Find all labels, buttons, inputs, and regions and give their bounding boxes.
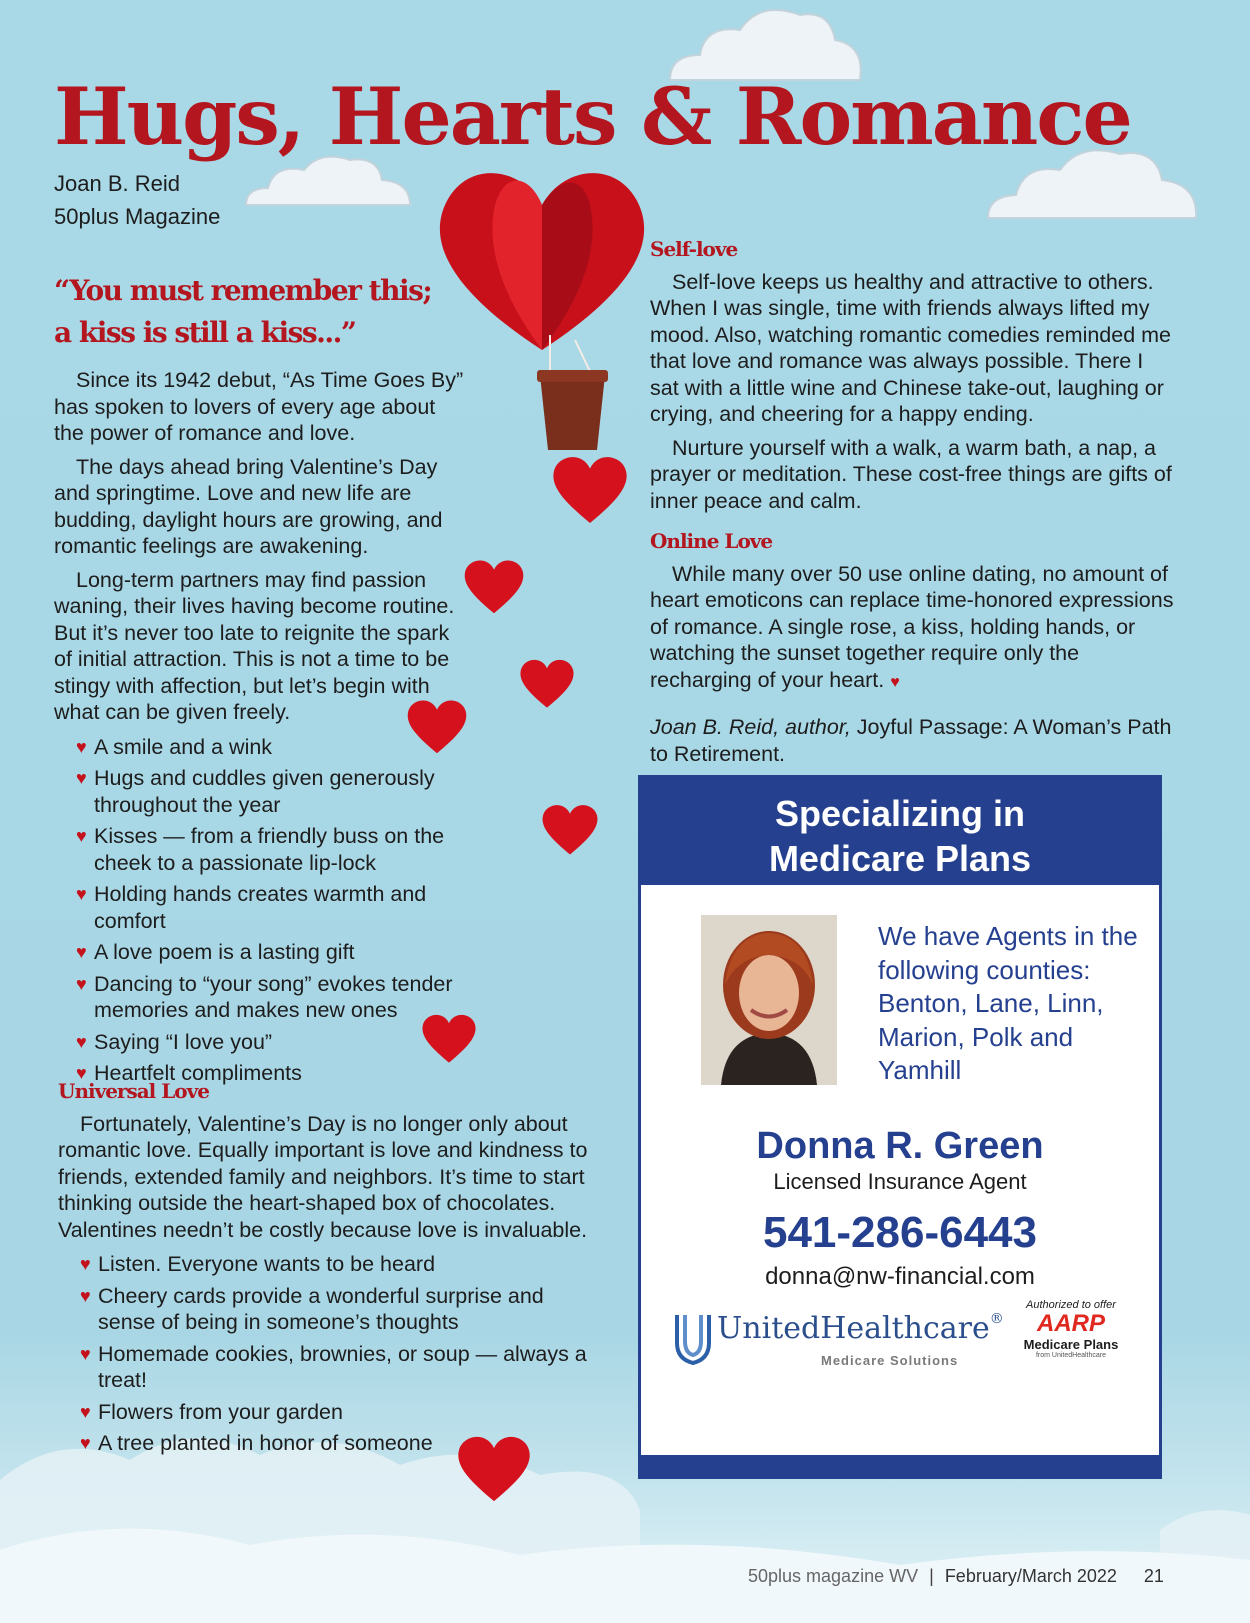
heart-decoration bbox=[518, 655, 576, 711]
heart-bullet-icon: ♥ bbox=[76, 1031, 87, 1052]
list-item: ♥ Saying “I love you” bbox=[76, 1029, 273, 1054]
agent-counties-text: We have Agents in the following counties: Benton, Lane, Linn, Marion, Polk and Yamhill bbox=[878, 921, 1138, 1085]
left-column bbox=[54, 367, 464, 1093]
article-title: Hugs, Hearts & Romance bbox=[54, 70, 1131, 163]
agent-phone[interactable]: 541-286-6443 bbox=[762, 1208, 1037, 1257]
paragraph: While many over 50 use online dating, no amount of heart emoticons can replace time-honored expressions of romance. A single rose, a kiss, holding hands, or watching the sunset together require only the recharging of your heart. ♥ bbox=[650, 561, 1174, 692]
heart-bullet-icon: ♥ bbox=[80, 1433, 91, 1453]
list-item: ♥ Homemade cookies, brownies, or soup — always a treat! bbox=[80, 1341, 587, 1392]
heart-bullet-icon: ♥ bbox=[80, 1401, 91, 1422]
paragraph: The days ahead bring Valentine’s Day and springtime. Love and new life are budding, daylight hours are growing, and romantic feelings are awakening. bbox=[54, 454, 443, 558]
ad-headline-line-2: Medicare Plans bbox=[768, 838, 1032, 879]
paragraph: Long-term partners may find passion waning, their lives having become routine. But it’s never too late to reignite the spark of initial attraction. This is not a time to be stingy with affection, but let’s begin with what can be given freely. bbox=[54, 567, 455, 724]
heart-bullet-icon: ♥ bbox=[80, 1254, 91, 1274]
aarp-wordmark: AARP bbox=[1036, 1310, 1105, 1337]
heart-bullet-icon: ♥ bbox=[76, 736, 87, 757]
list-item: ♥ A tree planted in honor of someone bbox=[80, 1431, 433, 1455]
aarp-logo bbox=[1006, 1299, 1136, 1359]
publication-name: 50plus Magazine bbox=[54, 204, 221, 229]
agent-name: Donna R. Green bbox=[756, 1125, 1044, 1167]
list-item: ♥ A love poem is a lasting gift bbox=[76, 940, 355, 964]
pull-quote-line-1: “You must remember this; bbox=[54, 274, 432, 307]
author-bio: Joan B. Reid, author, Joyful Passage: A Woman’s Path to Retirement. bbox=[650, 715, 1172, 766]
medicare-advertisement bbox=[638, 775, 1162, 1479]
company-address: 310 NW 7th St. Corvallis bbox=[762, 1430, 1038, 1457]
aarp-authorized-text: Authorized to offer bbox=[1026, 1299, 1116, 1311]
kindness-list bbox=[58, 1251, 598, 1457]
agent-title: Licensed Insurance Agent bbox=[773, 1169, 1027, 1194]
uhc-shield-icon bbox=[673, 1309, 713, 1365]
heart-bullet-icon: ♥ bbox=[80, 1285, 91, 1306]
agent-portrait-image bbox=[701, 915, 837, 1085]
right-column bbox=[650, 228, 1175, 774]
paragraph: Self-love keeps us healthy and attractive to others. When I was single, time with friends always lifted my mood. Also, watching romantic comedies reminded me that love and romance was always possible. There I sat with a little wine and Chinese take-out, laughing or crying, and cheering for a happy ending. bbox=[650, 269, 1172, 426]
page-footer: 50plus magazine WV | February/March 2022 21 bbox=[748, 1566, 1164, 1586]
uhc-brand-name: UnitedHealthcare bbox=[717, 1311, 990, 1346]
paragraph: Fortunately, Valentine’s Day is no longer only about romantic love. Equally important is love and kindness to friends, extended family and neighbors. It’s time to start thinking outside the heart-shaped box of chocolates. Valentines needn’t be costly because love is invaluable. bbox=[58, 1111, 588, 1242]
section-heading: Online Love bbox=[650, 529, 773, 553]
list-item: ♥ A smile and a wink bbox=[76, 734, 273, 759]
footer-magazine: 50plus magazine WV bbox=[748, 1566, 919, 1586]
list-item: ♥ Heartfelt compliments bbox=[76, 1061, 302, 1085]
section-heading: Self-love bbox=[650, 237, 738, 261]
paragraph: Nurture yourself with a walk, a warm bath, a nap, a prayer or meditation. These cost-free things are gifts of inner peace and calm. bbox=[650, 435, 1172, 513]
list-item: ♥ Flowers from your garden bbox=[80, 1399, 343, 1424]
page-number: 21 bbox=[1143, 1566, 1164, 1586]
heart-bullet-icon: ♥ bbox=[76, 942, 87, 962]
agent-photo bbox=[701, 915, 837, 1085]
heart-bullet-icon: ♥ bbox=[76, 768, 87, 788]
list-item: ♥ Hugs and cuddles given generously throughout the year bbox=[76, 766, 435, 817]
heart-bullet-icon: ♥ bbox=[76, 884, 87, 904]
agent-email[interactable]: donna@nw-financial.com bbox=[765, 1263, 1035, 1290]
paragraph: Since its 1942 debut, “As Time Goes By” has spoken to lovers of every age about the power of romance and love. bbox=[54, 368, 464, 445]
heart-icon: ♥ bbox=[890, 673, 900, 691]
heart-decoration bbox=[550, 450, 630, 528]
company-name: NW Financial Insurance bbox=[702, 1385, 1098, 1424]
uhc-subtitle: Medicare Solutions bbox=[821, 1353, 959, 1368]
heart-bullet-icon: ♥ bbox=[76, 826, 87, 846]
gift-list bbox=[54, 734, 464, 1087]
aarp-plans-text: Medicare Plans bbox=[1023, 1337, 1119, 1352]
ad-content-panel bbox=[641, 885, 1159, 1455]
author-name: Joan B. Reid bbox=[54, 171, 180, 196]
ad-headline-line-1: Specializing in bbox=[774, 793, 1026, 834]
heart-bullet-icon: ♥ bbox=[76, 1063, 87, 1083]
uhc-registered-mark: ® bbox=[989, 1311, 1004, 1327]
section-heading: Universal Love bbox=[58, 1079, 209, 1103]
aarp-from-text: from UnitedHealthcare bbox=[1035, 1352, 1107, 1359]
list-item: ♥ Dancing to “your song” evokes tender memories and makes new ones bbox=[76, 971, 453, 1022]
pull-quote-line-2: a kiss is still a kiss...” bbox=[54, 316, 356, 349]
list-item: ♥ Cheery cards provide a wonderful surprise and sense of being in someone’s thoughts bbox=[80, 1283, 544, 1334]
heart-decoration bbox=[540, 800, 600, 858]
heart-bullet-icon: ♥ bbox=[76, 973, 87, 994]
list-item: ♥ Listen. Everyone wants to be heard bbox=[80, 1252, 436, 1276]
footer-issue-date: February/March 2022 bbox=[944, 1566, 1117, 1586]
ad-footer-band bbox=[638, 1373, 1162, 1479]
heart-decoration bbox=[462, 555, 526, 617]
heart-bullet-icon: ♥ bbox=[80, 1343, 91, 1364]
universal-love-section bbox=[58, 1070, 598, 1463]
list-item: ♥ Holding hands creates warmth and comfort bbox=[76, 882, 427, 933]
list-item: ♥ Kisses — from a friendly buss on the cheek to a passionate lip-lock bbox=[76, 824, 445, 875]
